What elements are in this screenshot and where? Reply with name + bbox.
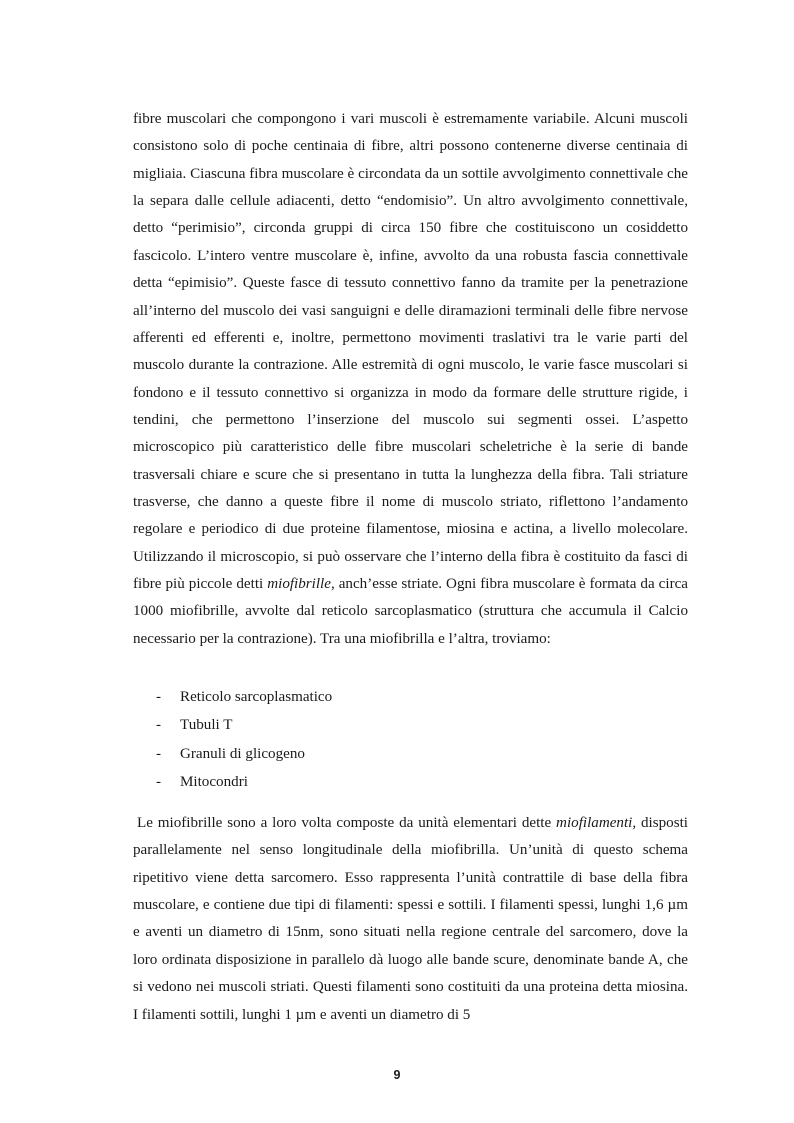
body-paragraph-1	[133, 106, 688, 653]
paragraph-1-text-b: , anch’esse striate. Ogni fibra muscolare è formata da circa 1000 miofibrille, avvolte dal reticolo sarcoplasmatico (struttura che accumula il Calcio necessario per la contrazione). Tra una miofibrilla e l’altra, troviamo:	[133, 575, 688, 647]
list-bullet-dash: -	[156, 745, 162, 762]
list-item	[133, 683, 688, 711]
paragraph-2-text-b: , disposti parallelamente nel senso longitudinale della miofibrilla. Un’unità di questo schema ripetitivo viene detta sarcomero. Esso rappresenta l’unità contrattile di base della fibra muscolare, e contiene due tipi di filamenti: spessi e sottili. I filamenti spessi, lunghi 1,6 µm e aventi un diametro di 15nm, sono situati nella regione centrale del sarcomero, dove la loro ordinata disposizione in parallelo dà luogo alle bande scure, denominate bande A, che si vedono nei muscoli striati. Questi filamenti sono costituiti da una proteina detta miosina. I filamenti sottili, lunghi 1 µm e aventi un diametro di 5	[133, 815, 688, 1023]
paragraph-2-text-a: Le miofibrille sono a loro volta composte da unità elementari dette	[137, 815, 557, 832]
paragraph-2-italic-term: miofilamenti	[556, 815, 633, 832]
paragraph-1-italic-term: miofibrille	[267, 575, 331, 592]
list-item-text: Reticolo sarcoplasmatico	[180, 689, 333, 705]
page-number: 9	[393, 1068, 401, 1082]
paragraph-1-text-a: fibre muscolari che compongono i vari muscoli è estremamente variabile. Alcuni muscoli consistono solo di poche centinaia di fibre, altri possono contenerne diverse centinaia di migliaia. Ciascuna fibra muscolare è circondata da un sottile avvolgimento connettivale che la separa dalle cellule adiacenti, detto “endomisio”. Un altro avvolgimento connettivale, detto “perimisio”, circonda gruppi di circa 150 fibre che costituiscono un cosiddetto fascicolo. L’intero ventre muscolare è, infine, avvolto da una robusta fascia connettivale detta “epimisio”. Queste fasce di tessuto connettivo fanno da tramite per la penetrazione all’interno del muscolo dei vasi sanguigni e delle diramazioni terminali delle fibre nervose afferenti ed efferenti e, inoltre, permettono movimenti traslativi tra le varie parti del muscolo durante la contrazione. Alle estremità di ogni muscolo, le varie fasce muscolari si fondono e il tessuto connettivo si organizza in modo da formare delle strutture rigide, i tendini, che permettono l’inserzione del muscolo sui segmenti ossei. L’aspetto microscopico più caratteristico delle fibre muscolari scheletriche è la serie di bande trasversali chiare e scure che si presentano in tutta la lunghezza della fibra. Tali striature trasverse, che danno a queste fibre il nome di muscolo striato, riflettono l’andamento regolare e periodico di due proteine filamentose, miosina e actina, a livello molecolare. Utilizzando il microscopio, si può osservare che l’interno della fibra è costituito da fasci di fibre più piccole detti	[133, 111, 688, 592]
body-paragraph-2	[133, 810, 688, 1029]
list-item	[133, 711, 688, 739]
list-item	[133, 740, 688, 768]
list-bullet-dash: -	[156, 689, 162, 705]
bullet-list	[133, 683, 688, 797]
list-item-text: Tubuli T	[180, 717, 233, 734]
list-bullet-dash: -	[156, 717, 162, 734]
list-item	[133, 768, 688, 796]
list-bullet-dash: -	[156, 774, 162, 791]
list-item-text: Mitocondri	[180, 774, 248, 791]
list-item-text: Granuli di glicogeno	[180, 745, 305, 762]
